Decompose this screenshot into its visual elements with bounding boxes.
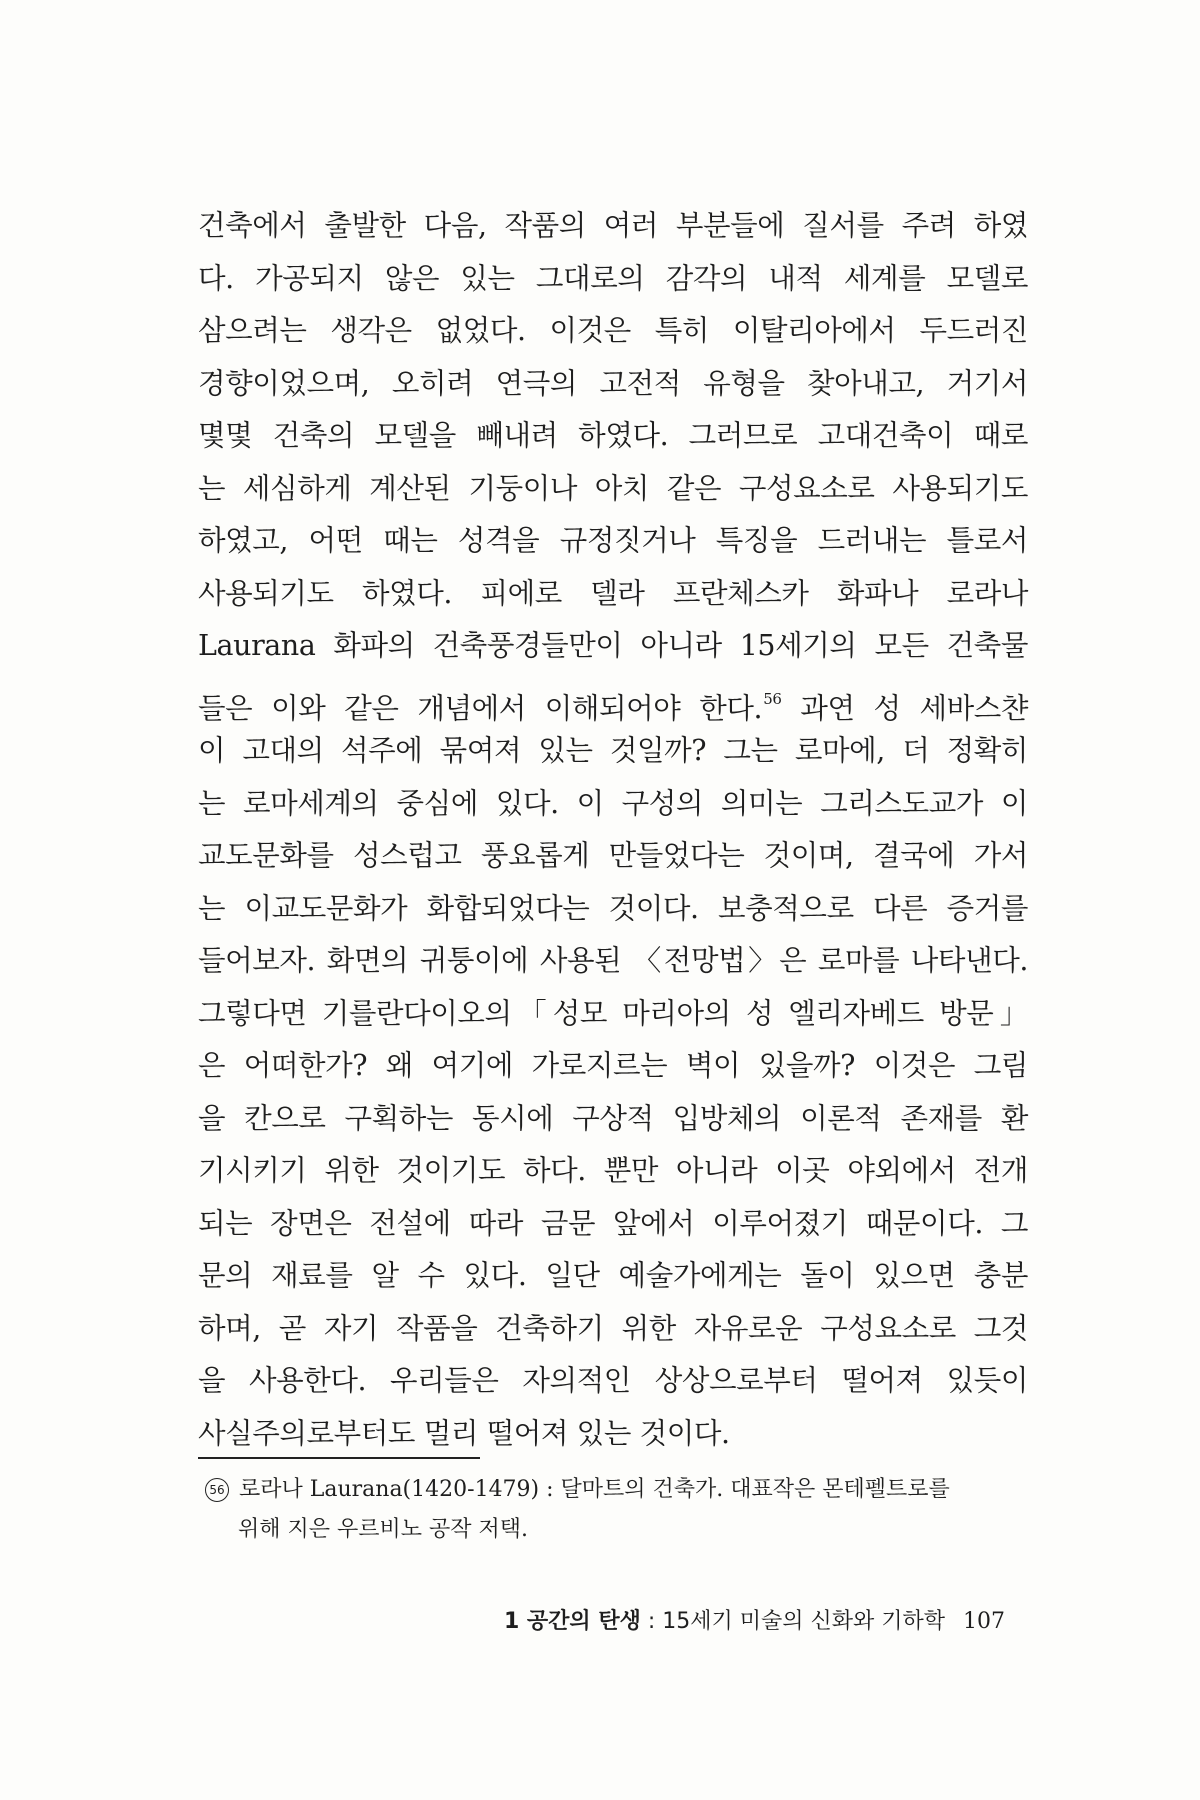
text-segment: 과연 성 세바스챤 — [781, 691, 1028, 725]
text-line: 몇몇 건축의 모델을 빼내려 하였다. 그러므로 고대건축이 때로 — [198, 419, 1028, 452]
text-line: Laurana 화파의 건축풍경들만이 아니라 15세기의 모든 건축물 — [198, 629, 1028, 662]
text-line: 는 이교도문화가 화합되었다는 것이다. 보충적으로 다른 증거를 — [198, 891, 1028, 925]
text-line: 하였고, 어떤 때는 성격을 규정짓거나 특징을 드러내는 틀로서 — [198, 524, 1028, 557]
text-line: 사용되기도 하였다. 피에로 델라 프란체스카 화파나 로라나 — [198, 576, 1028, 610]
text-segment: 들은 이와 같은 개념에서 이해되어야 한다. — [198, 691, 763, 725]
footnote — [205, 1470, 1027, 1550]
text-line: 을 칸으로 구획하는 동시에 구상적 입방체의 이론적 존재를 환 — [198, 1101, 1028, 1135]
text-line: 삼으려는 생각은 없었다. 이것은 특히 이탈리아에서 두드러진 — [198, 314, 1028, 347]
text-line-with-footnote-ref — [198, 673, 1028, 726]
text-line: 되는 장면은 전설에 따라 금문 앞에서 이루어졌기 때문이다. 그 — [198, 1206, 1028, 1240]
text-line: 을 사용한다. 우리들은 자의적인 상상으로부터 떨어져 있듯이 — [198, 1364, 1028, 1397]
footnote-line: 위해 지은 우르비노 공작 저택. — [238, 1517, 528, 1542]
footnote-reference: 56 — [763, 689, 782, 708]
page-number: 107 — [963, 1609, 1005, 1634]
text-line: 들어보자. 화면의 귀퉁이에 사용된 〈전망법〉은 로마를 나타낸다. — [198, 944, 1028, 977]
footnote-line — [205, 1470, 1027, 1510]
text-line: 사실주의로부터도 멀리 떨어져 있는 것이다. — [198, 1416, 730, 1450]
text-line: 는 로마세계의 중심에 있다. 이 구성의 의미는 그리스도교가 이 — [198, 786, 1028, 820]
footnote-text: 로라나 Laurana(1420-1479) : 달마트의 건축가. 대표작은 몬테펠트로를 — [239, 1477, 950, 1502]
text-line: 은 어떠한가? 왜 여기에 가로지르는 벽이 있을까? 이것은 그림 — [198, 1049, 1028, 1082]
text-line: 이 고대의 석주에 묶여져 있는 것일까? 그는 로마에, 더 정확히 — [198, 734, 1028, 767]
chapter-title: 1 공간의 탄생 — [503, 1609, 641, 1634]
text-line: 건축에서 출발한 다음, 작품의 여러 부분들에 질서를 주려 하였 — [198, 209, 1028, 242]
chapter-subtitle: : 15세기 미술의 신화와 기하학 — [640, 1609, 945, 1634]
text-line: 문의 재료를 알 수 있다. 일단 예술가에게는 돌이 있으면 충분 — [198, 1259, 1028, 1292]
body-text — [198, 200, 1028, 1460]
text-line: 하며, 곧 자기 작품을 건축하기 위한 자유로운 구성요소로 그것 — [198, 1311, 1028, 1345]
footnote-divider — [198, 1457, 480, 1459]
running-footer — [504, 1604, 1005, 1635]
text-line: 경향이었으며, 오히려 연극의 고전적 유형을 찾아내고, 거기서 — [198, 366, 1028, 400]
text-line: 다. 가공되지 않은 있는 그대로의 감각의 내적 세계를 모델로 — [198, 261, 1028, 295]
footnote-number: 56 — [205, 1478, 229, 1502]
text-line: 는 세심하게 계산된 기둥이나 아치 같은 구성요소로 사용되기도 — [198, 471, 1028, 505]
text-line: 기시키기 위한 것이기도 하다. 뿐만 아니라 이곳 야외에서 전개 — [198, 1154, 1028, 1187]
text-line: 그렇다면 기를란다이오의「성모 마리아의 성 엘리자베드 방문」 — [198, 996, 1028, 1030]
text-line: 교도문화를 성스럽고 풍요롭게 만들었다는 것이며, 결국에 가서 — [198, 839, 1028, 872]
